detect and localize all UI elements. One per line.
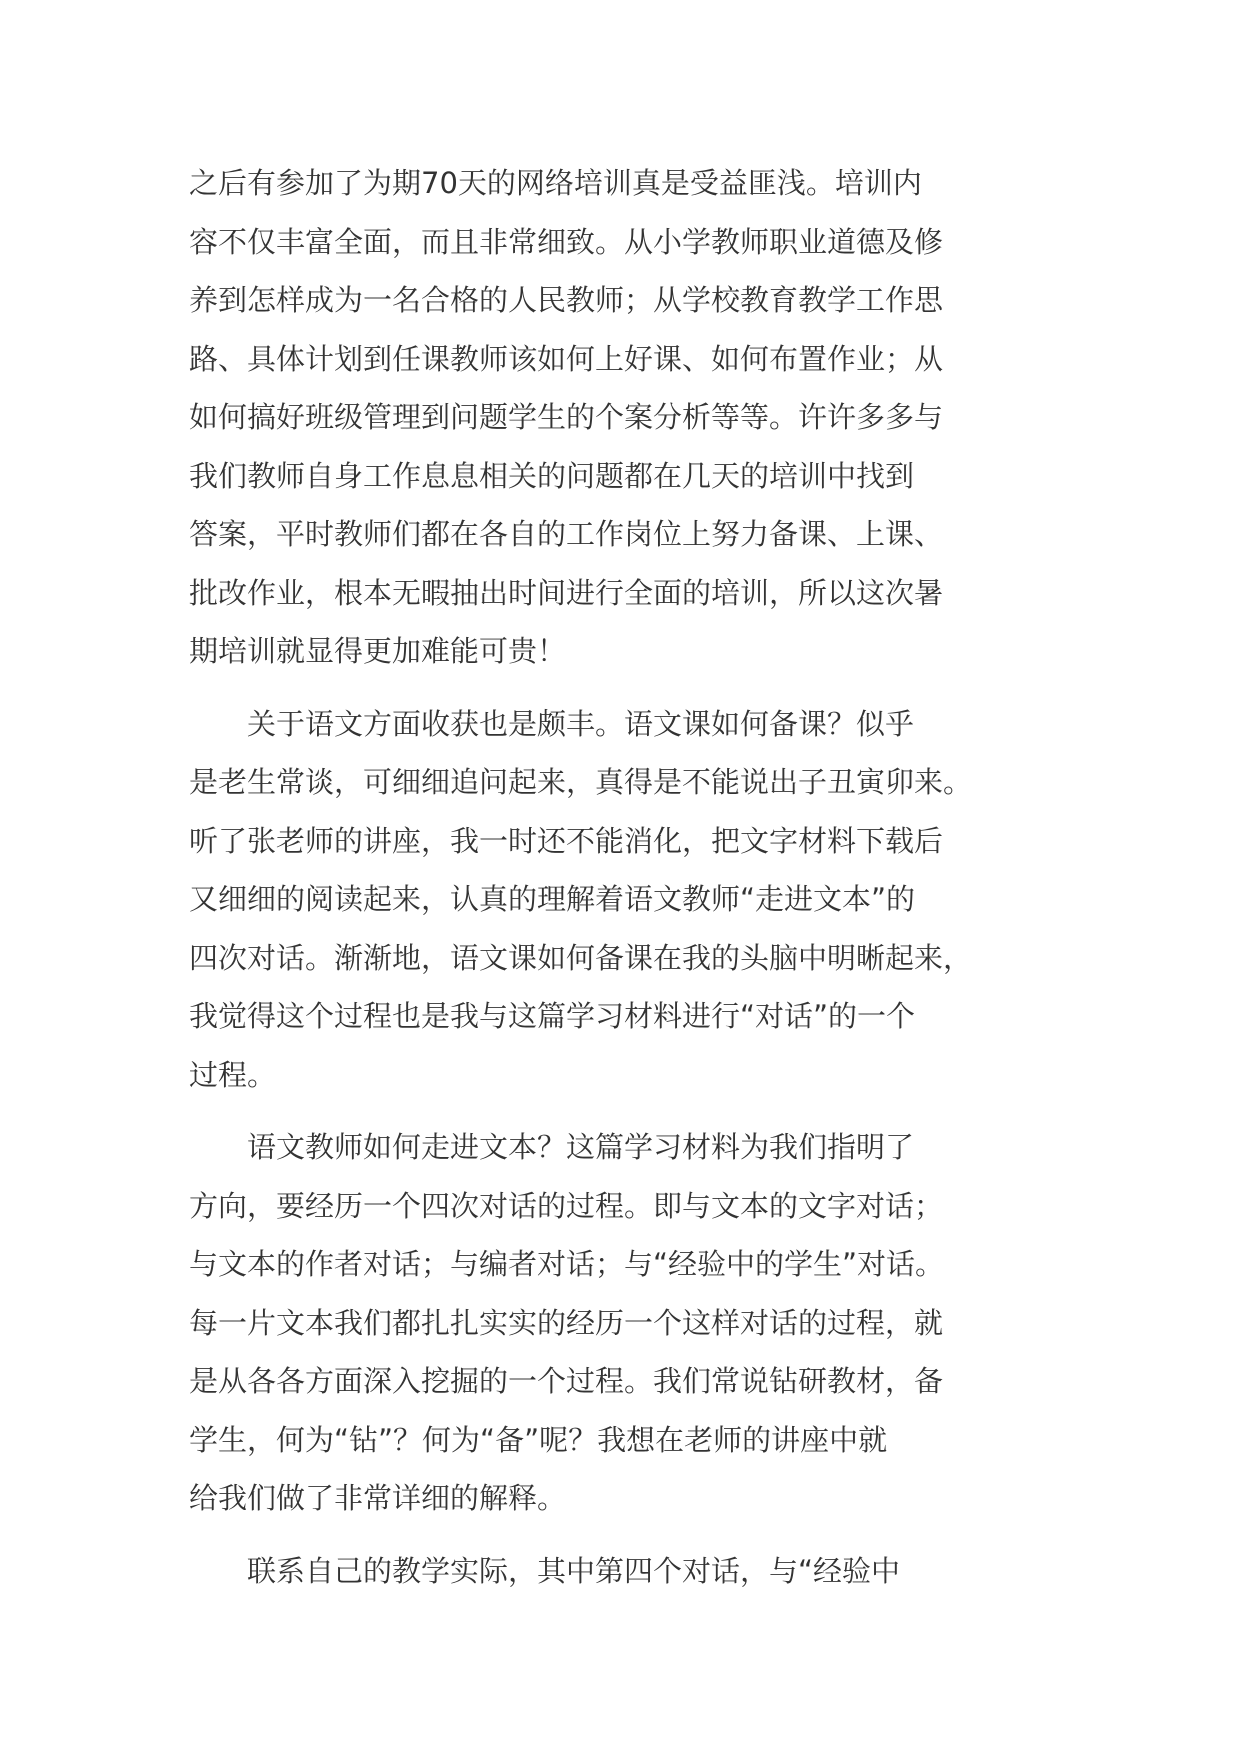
text-line: 之后有参加了为期70天的网络培训真是受益匪浅。培训内 — [189, 166, 922, 200]
text-line: 与文本的作者对话；与编者对话；与“经验中的学生”对话。 — [189, 1247, 945, 1281]
text-line: 联系自己的教学实际，其中第四个对话，与“经验中 — [189, 1553, 901, 1588]
text-line: 学生，何为“钻”？何为“备”呢？我想在老师的讲座中就 — [189, 1422, 888, 1457]
paragraph-2 — [189, 695, 1089, 1105]
text-line: 听了张老师的讲座，我一时还不能消化，把文字材料下载后 — [189, 823, 944, 858]
paragraph-1 — [189, 154, 1089, 681]
text-line: 批改作业，根本无暇抽出时间进行全面的培训，所以这次暑 — [189, 575, 944, 610]
text-line: 如何搞好班级管理到问题学生的个案分析等等。许许多多与 — [189, 400, 944, 434]
text-line: 过程。 — [189, 1057, 277, 1092]
text-line: 是老生常谈，可细细追问起来，真得是不能说出子丑寅卯来。 — [189, 765, 973, 799]
text-line: 给我们做了非常详细的解释。 — [189, 1481, 567, 1515]
text-line: 每一片文本我们都扎扎实实的经历一个这样对话的过程，就 — [189, 1305, 944, 1340]
paragraph-gap — [189, 1528, 1089, 1542]
text-line: 是从各各方面深入挖掘的一个过程。我们常说钻研教材，备 — [189, 1364, 944, 1398]
text-line: 方向，要经历一个四次对话的过程。即与文本的文字对话； — [189, 1188, 944, 1223]
text-line: 我觉得这个过程也是我与这篇学习材料进行“对话”的一个 — [189, 999, 916, 1033]
text-line: 我们教师自身工作息息相关的问题都在几天的培训中找到 — [189, 458, 915, 493]
paragraph-3 — [189, 1118, 1089, 1528]
text-line: 又细细的阅读起来，认真的理解着语文教师“走进文本”的 — [189, 882, 916, 916]
text-line: 期培训就显得更加难能可贵！ — [189, 634, 567, 668]
text-line: 路、具体计划到任课教师该如何上好课、如何布置作业；从 — [189, 341, 944, 376]
paragraph-gap — [189, 681, 1089, 695]
text-line: 养到怎样成为一名合格的人民教师；从学校教育教学工作思 — [189, 283, 944, 317]
text-line: 四次对话。渐渐地，语文课如何备课在我的头脑中明晰起来， — [189, 940, 973, 975]
paragraph-gap — [189, 1104, 1089, 1118]
document-body — [189, 154, 1089, 1600]
text-line: 答案，平时教师们都在各自的工作岗位上努力备课、上课、 — [189, 517, 944, 551]
text-line: 语文教师如何走进文本？这篇学习材料为我们指明了 — [189, 1130, 915, 1164]
text-line: 容不仅丰富全面，而且非常细致。从小学教师职业道德及修 — [189, 224, 944, 259]
paragraph-4 — [189, 1542, 1089, 1601]
text-line: 关于语文方面收获也是颇丰。语文课如何备课？似乎 — [189, 706, 915, 741]
